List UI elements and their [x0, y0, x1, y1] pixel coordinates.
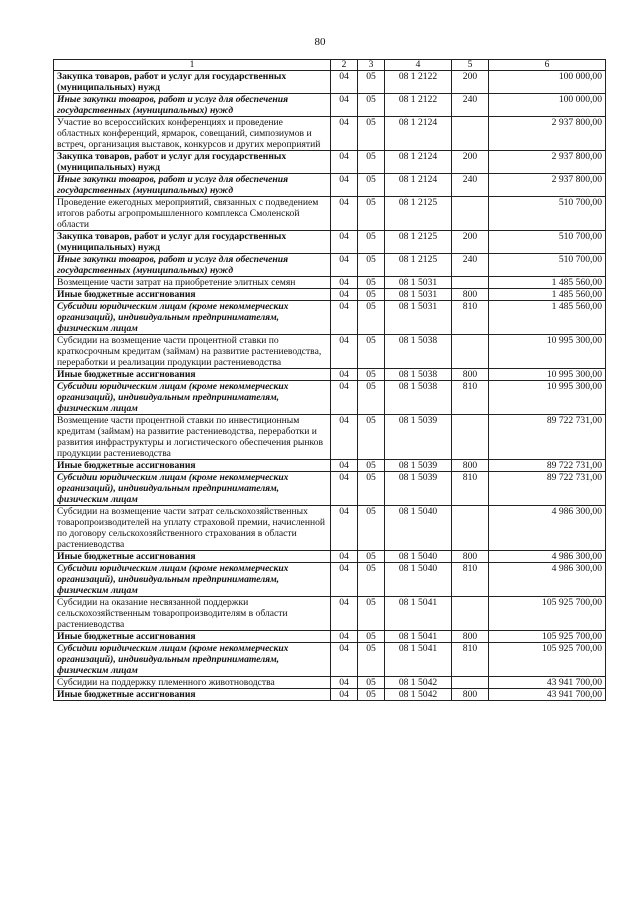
- row-subsection: 05: [358, 151, 385, 174]
- row-amount: 1 485 560,00: [489, 289, 606, 301]
- row-name: Субсидии юридическим лицам (кроме некоммерческих организаций), индивидуальным предпринимателям, физическим лицам: [54, 563, 331, 597]
- row-target-article: 08 1 2122: [385, 94, 452, 117]
- row-target-article: 08 1 5042: [385, 677, 452, 689]
- row-section: 04: [331, 381, 358, 415]
- header-cell-section: 2: [331, 60, 358, 71]
- row-subsection: 05: [358, 277, 385, 289]
- row-section: 04: [331, 597, 358, 631]
- row-target-article: 08 1 5031: [385, 277, 452, 289]
- row-section: 04: [331, 460, 358, 472]
- row-section: 04: [331, 151, 358, 174]
- row-section: 04: [331, 335, 358, 369]
- row-subsection: 05: [358, 415, 385, 460]
- row-name: Субсидии юридическим лицам (кроме некоммерческих организаций), индивидуальным предпринимателям, физическим лицам: [54, 381, 331, 415]
- row-expense-type: 240: [452, 254, 489, 277]
- row-subsection: 05: [358, 381, 385, 415]
- row-amount: 4 986 300,00: [489, 506, 606, 551]
- row-name: Иные бюджетные ассигнования: [54, 460, 331, 472]
- row-section: 04: [331, 231, 358, 254]
- table-row: [54, 597, 606, 631]
- table-row: [54, 551, 606, 563]
- row-name: Участие во всероссийских конференциях и проведение областных конференций, ярмарок, совещаний, симпозиумов и встреч, организация выставок, конкурсов и других мероприятий: [54, 117, 331, 151]
- row-expense-type: [452, 197, 489, 231]
- row-target-article: 08 1 2124: [385, 117, 452, 151]
- row-target-article: 08 1 5041: [385, 643, 452, 677]
- row-name: Иные бюджетные ассигнования: [54, 369, 331, 381]
- header-cell-amount: 6: [489, 60, 606, 71]
- table-row: [54, 174, 606, 197]
- row-section: 04: [331, 289, 358, 301]
- row-target-article: 08 1 5040: [385, 563, 452, 597]
- table-row: [54, 335, 606, 369]
- row-section: 04: [331, 563, 358, 597]
- row-expense-type: 240: [452, 174, 489, 197]
- row-section: 04: [331, 117, 358, 151]
- row-name: Иные закупки товаров, работ и услуг для обеспечения государственных (муниципальных) нужд: [54, 174, 331, 197]
- row-target-article: 08 1 5031: [385, 301, 452, 335]
- row-expense-type: 800: [452, 460, 489, 472]
- row-expense-type: 810: [452, 563, 489, 597]
- table-row: [54, 631, 606, 643]
- row-section: 04: [331, 643, 358, 677]
- row-amount: 10 995 300,00: [489, 335, 606, 369]
- row-target-article: 08 1 5040: [385, 551, 452, 563]
- budget-table: [53, 59, 606, 701]
- row-expense-type: 800: [452, 689, 489, 701]
- row-section: 04: [331, 71, 358, 94]
- table-row: [54, 301, 606, 335]
- row-amount: 4 986 300,00: [489, 563, 606, 597]
- table-row: [54, 94, 606, 117]
- row-target-article: 08 1 2125: [385, 254, 452, 277]
- row-subsection: 05: [358, 197, 385, 231]
- row-subsection: 05: [358, 506, 385, 551]
- row-expense-type: 200: [452, 71, 489, 94]
- row-section: 04: [331, 174, 358, 197]
- table-row: [54, 472, 606, 506]
- row-amount: 100 000,00: [489, 71, 606, 94]
- row-name: Иные бюджетные ассигнования: [54, 289, 331, 301]
- row-expense-type: 800: [452, 369, 489, 381]
- page-number: 80: [314, 36, 326, 48]
- row-expense-type: 800: [452, 551, 489, 563]
- table-header-row: [54, 60, 606, 71]
- row-subsection: 05: [358, 677, 385, 689]
- row-amount: 10 995 300,00: [489, 381, 606, 415]
- table-row: [54, 151, 606, 174]
- row-target-article: 08 1 2125: [385, 197, 452, 231]
- row-target-article: 08 1 5031: [385, 289, 452, 301]
- row-section: 04: [331, 277, 358, 289]
- row-name: Возмещение части затрат на приобретение элитных семян: [54, 277, 331, 289]
- row-expense-type: [452, 597, 489, 631]
- row-expense-type: 810: [452, 472, 489, 506]
- row-expense-type: [452, 415, 489, 460]
- row-target-article: 08 1 2125: [385, 231, 452, 254]
- row-amount: 510 700,00: [489, 197, 606, 231]
- row-expense-type: 800: [452, 289, 489, 301]
- row-subsection: 05: [358, 643, 385, 677]
- row-amount: 100 000,00: [489, 94, 606, 117]
- table-row: [54, 677, 606, 689]
- row-subsection: 05: [358, 94, 385, 117]
- row-section: 04: [331, 689, 358, 701]
- row-name: Субсидии юридическим лицам (кроме некоммерческих организаций), индивидуальным предпринимателям, физическим лицам: [54, 472, 331, 506]
- row-target-article: 08 1 5038: [385, 335, 452, 369]
- row-amount: 2 937 800,00: [489, 117, 606, 151]
- row-name: Закупка товаров, работ и услуг для государственных (муниципальных) нужд: [54, 71, 331, 94]
- row-target-article: 08 1 5042: [385, 689, 452, 701]
- row-name: Закупка товаров, работ и услуг для государственных (муниципальных) нужд: [54, 151, 331, 174]
- row-target-article: 08 1 5039: [385, 460, 452, 472]
- row-target-article: 08 1 5041: [385, 597, 452, 631]
- row-expense-type: [452, 335, 489, 369]
- row-amount: 2 937 800,00: [489, 151, 606, 174]
- row-target-article: 08 1 5040: [385, 506, 452, 551]
- table-body: [54, 71, 606, 701]
- row-subsection: 05: [358, 174, 385, 197]
- row-expense-type: [452, 277, 489, 289]
- table-row: [54, 277, 606, 289]
- row-section: 04: [331, 415, 358, 460]
- row-subsection: 05: [358, 551, 385, 563]
- row-subsection: 05: [358, 254, 385, 277]
- table-row: [54, 289, 606, 301]
- row-amount: 4 986 300,00: [489, 551, 606, 563]
- row-amount: 89 722 731,00: [489, 415, 606, 460]
- row-name: Субсидии юридическим лицам (кроме некоммерческих организаций), индивидуальным предпринимателям, физическим лицам: [54, 643, 331, 677]
- row-section: 04: [331, 301, 358, 335]
- row-name: Закупка товаров, работ и услуг для государственных (муниципальных) нужд: [54, 231, 331, 254]
- row-section: 04: [331, 254, 358, 277]
- row-amount: 2 937 800,00: [489, 174, 606, 197]
- table-row: [54, 689, 606, 701]
- table-row: [54, 231, 606, 254]
- row-expense-type: 810: [452, 643, 489, 677]
- row-subsection: 05: [358, 335, 385, 369]
- row-subsection: 05: [358, 472, 385, 506]
- row-target-article: 08 1 2122: [385, 71, 452, 94]
- row-section: 04: [331, 506, 358, 551]
- row-section: 04: [331, 472, 358, 506]
- row-expense-type: 800: [452, 631, 489, 643]
- row-target-article: 08 1 5039: [385, 472, 452, 506]
- row-expense-type: [452, 117, 489, 151]
- row-amount: 43 941 700,00: [489, 689, 606, 701]
- row-name: Субсидии на возмещение части процентной ставки по краткосрочным кредитам (займам) на развитие растениеводства, переработки и реализации продукции растениеводства: [54, 335, 331, 369]
- row-subsection: 05: [358, 563, 385, 597]
- table-row: [54, 369, 606, 381]
- table-row: [54, 506, 606, 551]
- table-row: [54, 563, 606, 597]
- row-target-article: 08 1 5041: [385, 631, 452, 643]
- row-amount: 105 925 700,00: [489, 631, 606, 643]
- row-amount: 1 485 560,00: [489, 277, 606, 289]
- table-row: [54, 254, 606, 277]
- row-section: 04: [331, 551, 358, 563]
- row-amount: 510 700,00: [489, 254, 606, 277]
- row-expense-type: 810: [452, 381, 489, 415]
- header-cell-target-article: 4: [385, 60, 452, 71]
- row-section: 04: [331, 631, 358, 643]
- table-row: [54, 117, 606, 151]
- row-name: Иные бюджетные ассигнования: [54, 689, 331, 701]
- row-section: 04: [331, 197, 358, 231]
- row-name: Субсидии на возмещение части затрат сельскохозяйственных товаропроизводителей на уплату страховой премии, начисленной по договору сельскохозяйственного страхования в области растениеводства: [54, 506, 331, 551]
- row-name: Иные закупки товаров, работ и услуг для обеспечения государственных (муниципальных) нужд: [54, 94, 331, 117]
- row-name: Субсидии на оказание несвязанной поддержки сельскохозяйственным товаропроизводителям в области растениеводства: [54, 597, 331, 631]
- row-name: Субсидии на поддержку племенного животноводства: [54, 677, 331, 689]
- table-row: [54, 415, 606, 460]
- header-cell-subsection: 3: [358, 60, 385, 71]
- row-amount: 105 925 700,00: [489, 643, 606, 677]
- row-subsection: 05: [358, 301, 385, 335]
- row-name: Иные бюджетные ассигнования: [54, 551, 331, 563]
- table-row: [54, 381, 606, 415]
- row-target-article: 08 1 5038: [385, 369, 452, 381]
- row-expense-type: 240: [452, 94, 489, 117]
- table-row: [54, 460, 606, 472]
- row-amount: 510 700,00: [489, 231, 606, 254]
- row-name: Возмещение части процентной ставки по инвестиционным кредитам (займам) на развитие растениеводства, переработки и развития инфраструктуры и логистического обеспечения рынков продукции растениеводства: [54, 415, 331, 460]
- row-amount: 105 925 700,00: [489, 597, 606, 631]
- row-target-article: 08 1 5039: [385, 415, 452, 460]
- header-cell-name: 1: [54, 60, 331, 71]
- table-row: [54, 71, 606, 94]
- row-subsection: 05: [358, 460, 385, 472]
- row-expense-type: [452, 677, 489, 689]
- row-target-article: 08 1 2124: [385, 151, 452, 174]
- row-name: Иные закупки товаров, работ и услуг для обеспечения государственных (муниципальных) нужд: [54, 254, 331, 277]
- row-subsection: 05: [358, 689, 385, 701]
- row-section: 04: [331, 369, 358, 381]
- row-expense-type: 200: [452, 231, 489, 254]
- row-expense-type: 200: [452, 151, 489, 174]
- row-subsection: 05: [358, 289, 385, 301]
- row-name: Иные бюджетные ассигнования: [54, 631, 331, 643]
- table-row: [54, 197, 606, 231]
- row-name: Субсидии юридическим лицам (кроме некоммерческих организаций), индивидуальным предпринимателям, физическим лицам: [54, 301, 331, 335]
- row-section: 04: [331, 94, 358, 117]
- row-subsection: 05: [358, 71, 385, 94]
- row-subsection: 05: [358, 631, 385, 643]
- row-expense-type: [452, 506, 489, 551]
- row-target-article: 08 1 2124: [385, 174, 452, 197]
- row-amount: 10 995 300,00: [489, 369, 606, 381]
- row-target-article: 08 1 5038: [385, 381, 452, 415]
- row-amount: 89 722 731,00: [489, 472, 606, 506]
- row-section: 04: [331, 677, 358, 689]
- row-amount: 89 722 731,00: [489, 460, 606, 472]
- row-amount: 1 485 560,00: [489, 301, 606, 335]
- row-name: Проведение ежегодных мероприятий, связанных с подведением итогов работы агропромышленного комплекса Смоленской области: [54, 197, 331, 231]
- row-subsection: 05: [358, 597, 385, 631]
- row-subsection: 05: [358, 231, 385, 254]
- row-amount: 43 941 700,00: [489, 677, 606, 689]
- header-cell-expense-type: 5: [452, 60, 489, 71]
- row-subsection: 05: [358, 369, 385, 381]
- table-row: [54, 643, 606, 677]
- row-subsection: 05: [358, 117, 385, 151]
- row-expense-type: 810: [452, 301, 489, 335]
